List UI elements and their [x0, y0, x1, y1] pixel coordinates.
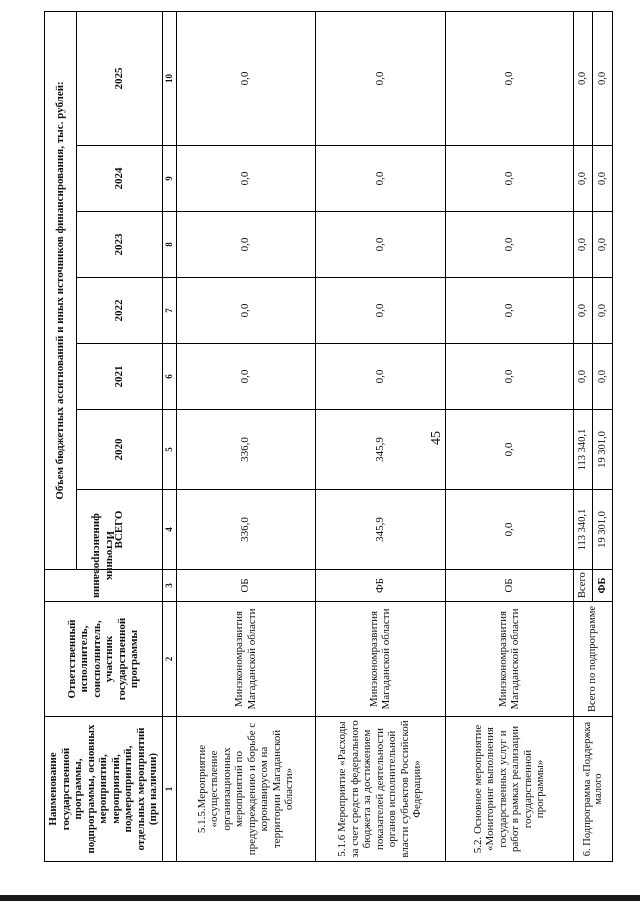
subprogram-value: 0,0	[573, 146, 592, 212]
row-value: 0,0	[176, 212, 315, 278]
row-name: 5.1.6 Мероприятие «Расходы за счет средств федерального бюджета за достижением показателей деятельности органов исполнительной власти субъектов Российской Федерации»	[315, 717, 445, 862]
subprogram-value: 0,0	[573, 11, 592, 145]
row-value: 0,0	[445, 410, 573, 490]
row-value: 0,0	[445, 490, 573, 570]
row-value: 0,0	[176, 11, 315, 145]
header-year: 2021	[76, 344, 162, 410]
header-year: 2023	[76, 212, 162, 278]
budget-table	[44, 11, 613, 862]
row-value: 336,0	[176, 410, 315, 490]
subprogram-source: ФБ	[592, 570, 612, 602]
column-number: 7	[162, 278, 176, 344]
subprogram-responsible: Всего по подпрограмме	[573, 602, 612, 717]
row-value: 0,0	[176, 146, 315, 212]
scan-edge-line	[0, 895, 640, 901]
subprogram-value: 0,0	[592, 344, 612, 410]
row-value: 0,0	[176, 278, 315, 344]
row-value: 345,9	[315, 410, 445, 490]
column-number: 9	[162, 146, 176, 212]
subprogram-value: 113 340,1	[573, 490, 592, 570]
subprogram-value: 0,0	[592, 146, 612, 212]
subprogram-name: 6. Подпрограмма «Поддержка малого	[573, 717, 612, 862]
subprogram-value: 0,0	[573, 212, 592, 278]
column-number: 2	[162, 602, 176, 717]
header-row-1	[45, 11, 77, 861]
header-year-total: ВСЕГО	[76, 490, 162, 570]
table-row	[315, 11, 445, 861]
table-row	[176, 11, 315, 861]
table-row	[445, 11, 573, 861]
row-name: 5.1.5.Мероприятие «осуществление организационных мероприятий по предупреждению и борьбе с коронавирусом на территории Магаданской области»	[176, 717, 315, 862]
subprogram-value: 0,0	[592, 11, 612, 145]
subprogram-row-total	[573, 11, 592, 861]
row-value: 0,0	[445, 278, 573, 344]
row-source: ОБ	[445, 570, 573, 602]
subprogram-value: 19 301,0	[592, 410, 612, 490]
subprogram-value: 0,0	[592, 212, 612, 278]
row-value: 0,0	[315, 11, 445, 145]
row-value: 336,0	[176, 490, 315, 570]
row-value: 0,0	[445, 344, 573, 410]
row-value: 0,0	[315, 344, 445, 410]
subprogram-source: Всего	[573, 570, 592, 602]
subprogram-value: 19 301,0	[592, 490, 612, 570]
subprogram-value: 0,0	[573, 278, 592, 344]
row-responsible: Минэкономразвития Магаданской области	[315, 602, 445, 717]
row-responsible: Минэкономразвития Магаданской области	[176, 602, 315, 717]
column-number: 4	[162, 490, 176, 570]
row-value: 0,0	[315, 278, 445, 344]
column-number: 5	[162, 410, 176, 490]
header-name: Наименование государственной программы, подпрограммы, основных мероприятий, мероприятий, подмероприятий, отдельных мероприятий (при наличии)	[45, 717, 163, 862]
row-source: ОБ	[176, 570, 315, 602]
header-year: 2020	[76, 410, 162, 490]
header-source: Источник финансирования	[45, 570, 163, 602]
header-year: 2025	[76, 11, 162, 145]
header-responsible: Ответственный исполнитель, соисполнитель, участник государственной программы	[45, 602, 163, 717]
row-value: 0,0	[445, 146, 573, 212]
row-responsible: Минэкономразвития Магаданской области	[445, 602, 573, 717]
row-source: ФБ	[315, 570, 445, 602]
column-number: 3	[162, 570, 176, 602]
column-number: 6	[162, 344, 176, 410]
row-value: 0,0	[176, 344, 315, 410]
column-number: 8	[162, 212, 176, 278]
row-value: 0,0	[315, 146, 445, 212]
row-value: 0,0	[445, 212, 573, 278]
rotated-page-content	[44, 12, 608, 862]
subprogram-value: 0,0	[592, 278, 612, 344]
column-number: 10	[162, 11, 176, 145]
header-funding: Объем бюджетных ассигнований и иных источников финансирования, тыс. рублей:	[45, 11, 77, 569]
subprogram-value: 0,0	[573, 344, 592, 410]
header-year: 2022	[76, 278, 162, 344]
page-number: 45	[429, 431, 444, 445]
row-name: 5.2. Основное мероприятие «Мониторинг выполнения государственных услуг и работ в рамках реализации государственной программы»	[445, 717, 573, 862]
subprogram-value: 113 340,1	[573, 410, 592, 490]
row-value: 0,0	[315, 212, 445, 278]
row-value: 0,0	[445, 11, 573, 145]
row-value: 345,9	[315, 490, 445, 570]
column-number-row	[162, 11, 176, 861]
column-number: 1	[162, 717, 176, 862]
header-year: 2024	[76, 146, 162, 212]
